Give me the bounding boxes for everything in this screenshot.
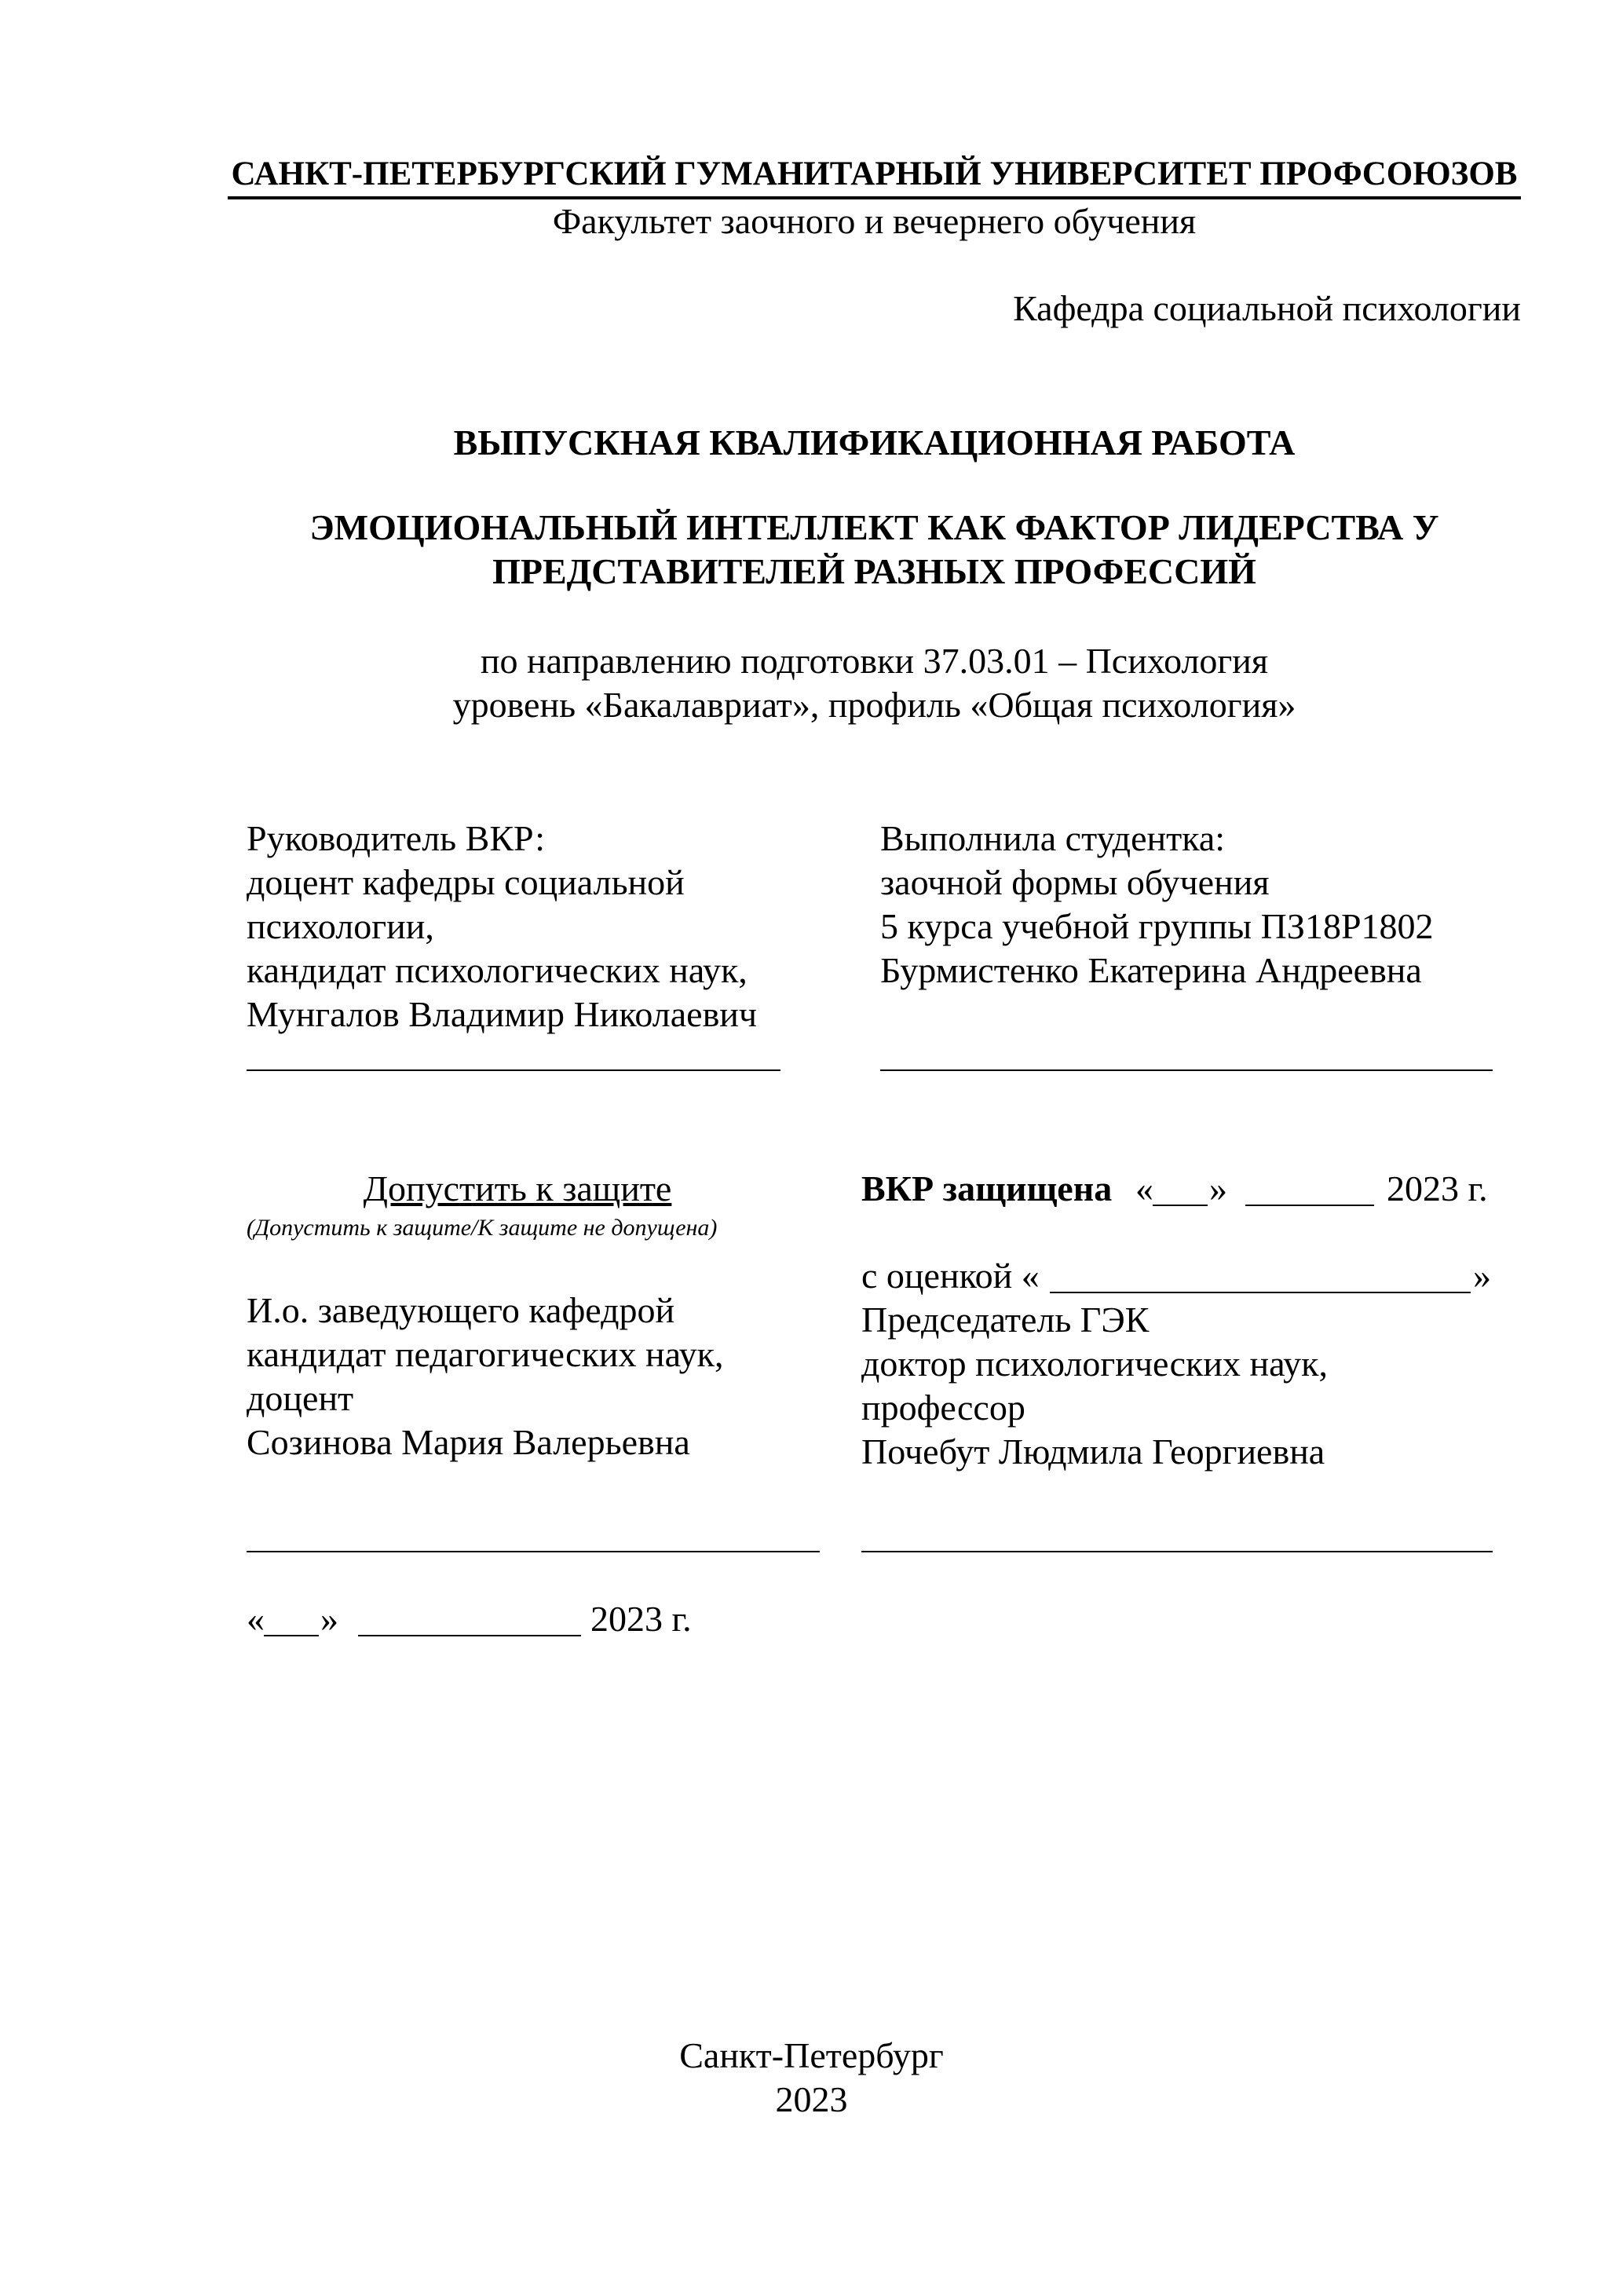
student-signature-line	[880, 1069, 1493, 1071]
admission-date-mid: »	[320, 1599, 338, 1639]
defense-date-month-blank	[1245, 1205, 1374, 1206]
acting-head-signature-line	[247, 1551, 820, 1552]
footer-city: Санкт-Петербург	[679, 2035, 944, 2075]
defense-grade-close: »	[1473, 1256, 1491, 1296]
topic-title-line-2: ПРЕДСТАВИТЕЛЕЙ РАЗНЫХ ПРОФЕССИЙ	[492, 551, 1256, 591]
acting-head-name: Созинова Мария Валерьевна	[247, 1422, 690, 1462]
supervisor-position-2: психологии,	[247, 906, 434, 946]
chair-heading: Председатель ГЭК	[861, 1300, 1150, 1340]
chair-degree: доктор психологических наук,	[861, 1344, 1329, 1384]
supervisor-signature-line	[247, 1069, 780, 1071]
supervisor-heading: Руководитель ВКР:	[247, 818, 546, 858]
faculty-name: Факультет заочного и вечернего обучения	[552, 201, 1197, 241]
chair-rank: профессор	[861, 1387, 1025, 1428]
supervisor-degree: кандидат психологических наук,	[247, 950, 748, 990]
admission-decision: Допустить к защите	[363, 1168, 672, 1208]
student-name: Бурмистенко Екатерина Андреевна	[880, 950, 1422, 990]
acting-head-title: И.о. заведующего кафедрой	[247, 1290, 675, 1330]
footer-year: 2023	[775, 2079, 848, 2119]
study-direction: по направлению подготовки 37.03.01 – Психология	[480, 641, 1269, 681]
acting-head-rank: доцент	[247, 1378, 354, 1418]
admission-date-month-blank	[358, 1635, 581, 1636]
study-level-profile: уровень «Бакалавриат», профиль «Общая психология»	[452, 685, 1296, 725]
student-heading: Выполнила студентка:	[880, 818, 1226, 858]
defense-date-year: 2023 г.	[1387, 1168, 1488, 1208]
university-name: САНКТ-ПЕТЕРБУРГСКИЙ ГУМАНИТАРНЫЙ УНИВЕРСИТЕТ ПРОФСОЮЗОВ	[231, 155, 1518, 192]
defense-grade-label: с оценкой «	[861, 1256, 1040, 1296]
defense-date-mid: »	[1209, 1168, 1227, 1208]
chair-signature-line	[861, 1551, 1493, 1552]
department-name: Кафедра социальной психологии	[1013, 288, 1521, 328]
topic-title-line-1: ЭМОЦИОНАЛЬНЫЙ ИНТЕЛЛЕКТ КАК ФАКТОР ЛИДЕРСТВА У	[309, 507, 1439, 547]
admission-date-day-blank	[264, 1635, 319, 1636]
defense-date-day-blank	[1153, 1205, 1208, 1206]
chair-name: Почебут Людмила Георгиевна	[861, 1431, 1325, 1472]
defense-grade-blank	[1050, 1292, 1471, 1293]
admission-note: (Допустить к защите/К защите не допущена)	[247, 1215, 718, 1241]
work-type-title: ВЫПУСКНАЯ КВАЛИФИКАЦИОННАЯ РАБОТА	[453, 422, 1296, 462]
admission-date-year: 2023 г.	[590, 1599, 692, 1639]
acting-head-degree: кандидат педагогических наук,	[247, 1334, 724, 1374]
student-study-form: заочной формы обучения	[880, 862, 1270, 902]
admission-date-open: «	[247, 1599, 265, 1639]
supervisor-name: Мунгалов Владимир Николаевич	[247, 994, 758, 1034]
supervisor-position-1: доцент кафедры социальной	[247, 862, 685, 902]
defense-date-open: «	[1135, 1168, 1153, 1208]
student-group: 5 курса учебной группы ПЗ18Р1802	[880, 906, 1434, 946]
defense-label: ВКР защищена	[861, 1168, 1113, 1208]
